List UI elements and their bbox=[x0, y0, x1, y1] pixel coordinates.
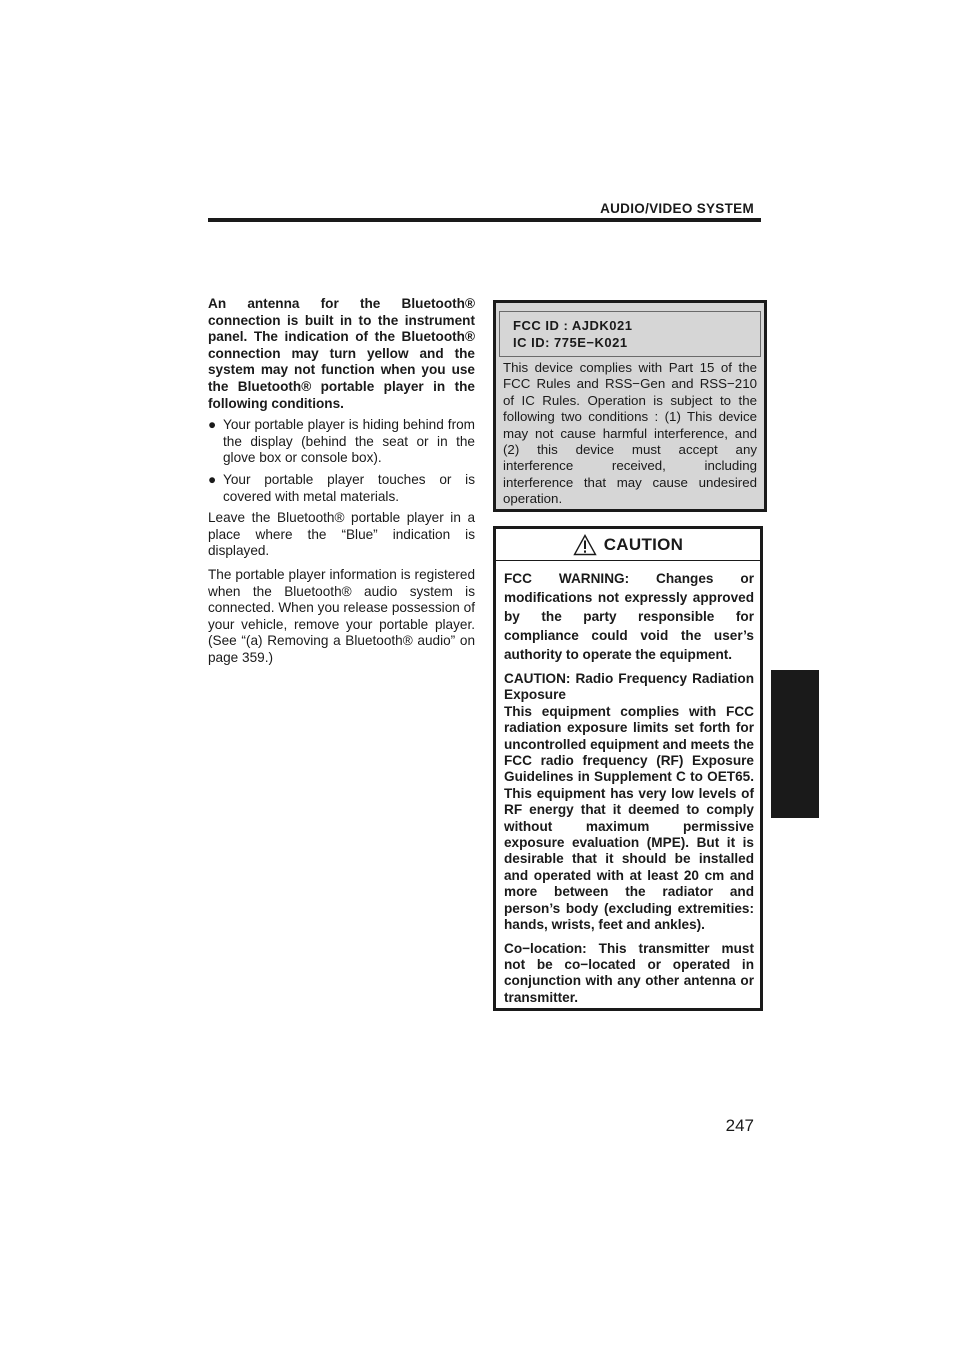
chapter-tab bbox=[771, 670, 819, 818]
bullet-icon: ● bbox=[208, 471, 217, 487]
fcc-warning: FCC WARNING: Changes or modifications not expressly approved by the party responsible for compliance could void the user’s authority to operate the equipment. bbox=[504, 571, 754, 662]
bullet-item bbox=[208, 472, 475, 505]
ic-id: IC ID: 775E−K021 bbox=[513, 335, 628, 350]
rf-exposure-heading: CAUTION: Radio Frequency Radiation Exposure bbox=[504, 671, 754, 703]
fcc-info-box bbox=[493, 300, 767, 512]
bullet-text: Your portable player is hiding behind from the display (behind the seat or in the glove box or console box). bbox=[223, 417, 475, 466]
page-number: 247 bbox=[725, 1116, 754, 1135]
colocation-text: Co−location: This transmitter must not be co−located or operated in conjunction with any other antenna or transmitter. bbox=[504, 940, 754, 1005]
warning-triangle-icon bbox=[573, 534, 597, 556]
bullet-text: Your portable player touches or is covered with metal materials. bbox=[223, 471, 475, 504]
fcc-compliance-text: This device complies with Part 15 of the FCC Rules and RSS−Gen and RSS−210 of IC Rules. Operation is subject to the following two conditions : (1) This device may not cause harmful interference, and (2) this device must accept any interference received, including interference that may cause undesired operation. bbox=[503, 360, 757, 507]
fcc-id-panel bbox=[499, 311, 761, 357]
rf-exposure-section bbox=[504, 671, 754, 934]
section-title: AUDIO/VIDEO SYSTEM bbox=[600, 201, 754, 216]
body-paragraph: Leave the Bluetooth® portable player in a place where the “Blue” indication is displayed. bbox=[208, 510, 475, 559]
left-column bbox=[208, 296, 475, 673]
caution-body bbox=[496, 561, 760, 1006]
intro-paragraph: An antenna for the Bluetooth® connection is built in to the instrument panel. The indication of the Bluetooth® connection may turn yellow and the system may not function when you use the Bluetooth® portable player in the following conditions. bbox=[208, 296, 475, 411]
caution-box bbox=[493, 526, 763, 1011]
caution-header bbox=[496, 529, 760, 561]
header-rule bbox=[208, 218, 761, 222]
fcc-id: FCC ID : AJDK021 bbox=[513, 318, 633, 333]
bullet-item bbox=[208, 417, 475, 467]
body-paragraph: The portable player information is registered when the Bluetooth® audio system is connected. When you release possession of your vehicle, remove your portable player. (See “(a) Removing a Bluetooth® audio” on page 359.) bbox=[208, 566, 475, 665]
rf-exposure-text: This equipment complies with FCC radiation exposure limits set forth for uncontrolled equipment and meets the FCC radio frequency (RF) Exposure Guidelines in Supplement C to OET65. This equipment has very low levels of RF energy that it deemed to comply without maximum permissive exposure evaluation (MPE). But it is desirable that it should be installed and operated with at least 20 cm and more between the radiator and person’s body (excluding extremities: hands, wrists, feet and ankles). bbox=[504, 703, 754, 933]
bullet-icon: ● bbox=[208, 417, 217, 433]
caution-title: CAUTION bbox=[603, 534, 684, 554]
